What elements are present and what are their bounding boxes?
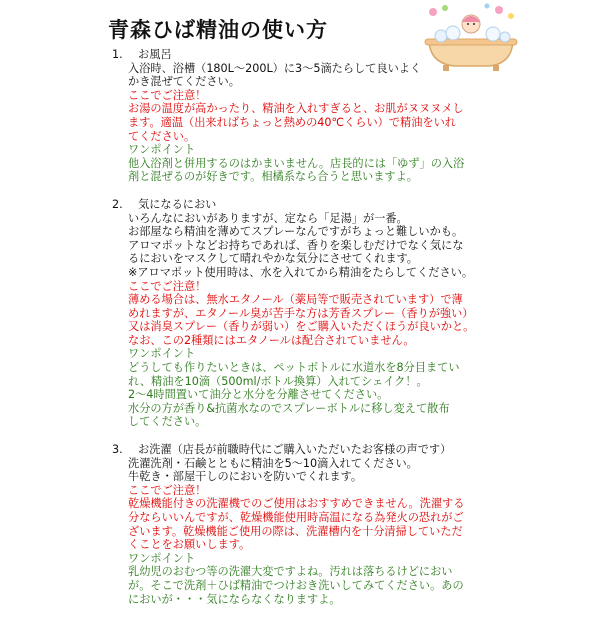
text-line: いろんなにおいがありますが、定なら「足湯」が一番。: [128, 211, 408, 225]
instruction-text: [128, 212, 487, 280]
text-line: かき混ぜてください。: [128, 75, 240, 89]
section-laundry: [112, 443, 487, 606]
text-line: 水分の方が香り&抗菌水なのでスプレーボトルに移し変えて散布: [128, 401, 450, 415]
caution-note: [128, 280, 487, 348]
page-title: 青森ひば精油の使い方: [108, 18, 328, 42]
text-line: においが・・・気にならなくなりますよ。: [128, 592, 341, 606]
caution-label: ここでご注意！: [128, 279, 207, 293]
section-number: 3.: [112, 443, 123, 457]
section-heading: [112, 48, 487, 62]
text-line: どうしても作りたいときは、ペットボトルに水道水を8分目まてい: [128, 361, 460, 375]
text-line: くことをお願いします。: [128, 538, 251, 552]
text-line: お湯の温度が高かったり、精油を入れすぎると、お肌がヌヌヌメし: [128, 102, 464, 116]
caution-label: ここでご注意！: [128, 88, 207, 102]
instructions: [112, 48, 487, 620]
text-line: 乾燥機能付きの洗濯機でのご使用はおすすめできません。洗濯する: [128, 497, 465, 511]
text-line: ざいます。乾燥機能ご使用の際は、洗濯槽内を十分清掃していただ: [128, 524, 463, 538]
one-point-tip: [128, 143, 487, 184]
text-line: 剤と混ぜるのが好きです。相橘系なら合うと思いますよ。: [128, 170, 418, 184]
section-heading: [112, 198, 487, 212]
text-line: してください。: [128, 415, 207, 429]
section-title: お洗濯（店長が前職時代にご購入いただいたお客様の声です）: [138, 443, 452, 457]
section-heading: [112, 443, 487, 457]
text-line: 牛乾き・部屋干しのにおいを防いでくれます。: [128, 470, 363, 484]
text-line: アロマポットなどお持ちであれば、香りを楽しむだけでなく気にな: [128, 238, 464, 252]
text-line: てください。: [128, 129, 196, 143]
text-line: 分ならいいんですが、乾燥機能使用時高温になる為発火の恐れがご: [128, 511, 464, 524]
section-bath: [112, 48, 487, 184]
text-line: めれますが、エタノール臭が苦手な方は芳香スプレー（香りが強い）: [128, 306, 474, 320]
text-line: お部屋なら精油を薄めてスプレーなんですがちょっと難しいかも。: [128, 225, 464, 239]
tip-label: ワンポイント: [128, 143, 196, 157]
text-line: 又は消臭スプレー（香りが弱い）をご購入いただくほうが良いかと。: [128, 320, 475, 334]
text-line: 乳幼児のおむつ等の洗濯大変ですよね。汚れは落ちるけどにおい: [128, 565, 453, 579]
one-point-tip: [128, 552, 487, 606]
tip-label: ワンポイント: [128, 551, 196, 565]
section-title: 気になるにおい: [138, 197, 217, 211]
caution-note: [128, 484, 487, 552]
section-odor: [112, 198, 487, 429]
text-line: 洗濯洗剤・石鹸とともに精油を5〜10滴入れてください。: [128, 456, 418, 470]
text-line: れ、精油を10滴（500ml/ボトル換算）入れてシェイク！。: [128, 374, 428, 388]
text-line: ます。適温（出来ればちょっと熱めの40℃くらい）で精油をいれ: [128, 115, 456, 129]
text-line: 薄める場合は、無水エタノール（薬局等で販売されています）で薄: [128, 293, 463, 307]
section-title: お風呂: [138, 48, 172, 61]
text-line: が。そこで洗剤＋ひば精油でつけおき洗いしてみてください。あの: [128, 578, 464, 592]
text-line: 入浴時、浴槽（180L〜200L）に3〜5滴たらして良いよく: [128, 61, 422, 75]
section-number: 2.: [112, 197, 123, 211]
text-line: 2〜4時間置いて油分と水分を分離させてください。: [128, 388, 389, 402]
one-point-tip: [128, 347, 487, 429]
tip-label: ワンポイント: [128, 347, 196, 361]
section-number: 1.: [112, 48, 123, 61]
caution-label: ここでご注意！: [128, 483, 207, 497]
text-line: 他入浴剤と併用するのはかまいません。店長的には「ゆず」の入浴: [128, 156, 465, 170]
text-line: なお、この2種類にはエタノールは配合されていません。: [128, 333, 415, 347]
text-line: るにおいをマスクして晴れやかな気分にさせてくれます。: [128, 252, 418, 266]
instruction-text: [128, 62, 487, 89]
text-line: ※アロマポット使用時は、水を入れてから精油をたらしてください。: [128, 265, 474, 279]
caution-note: [128, 89, 487, 143]
instruction-text: [128, 457, 487, 484]
